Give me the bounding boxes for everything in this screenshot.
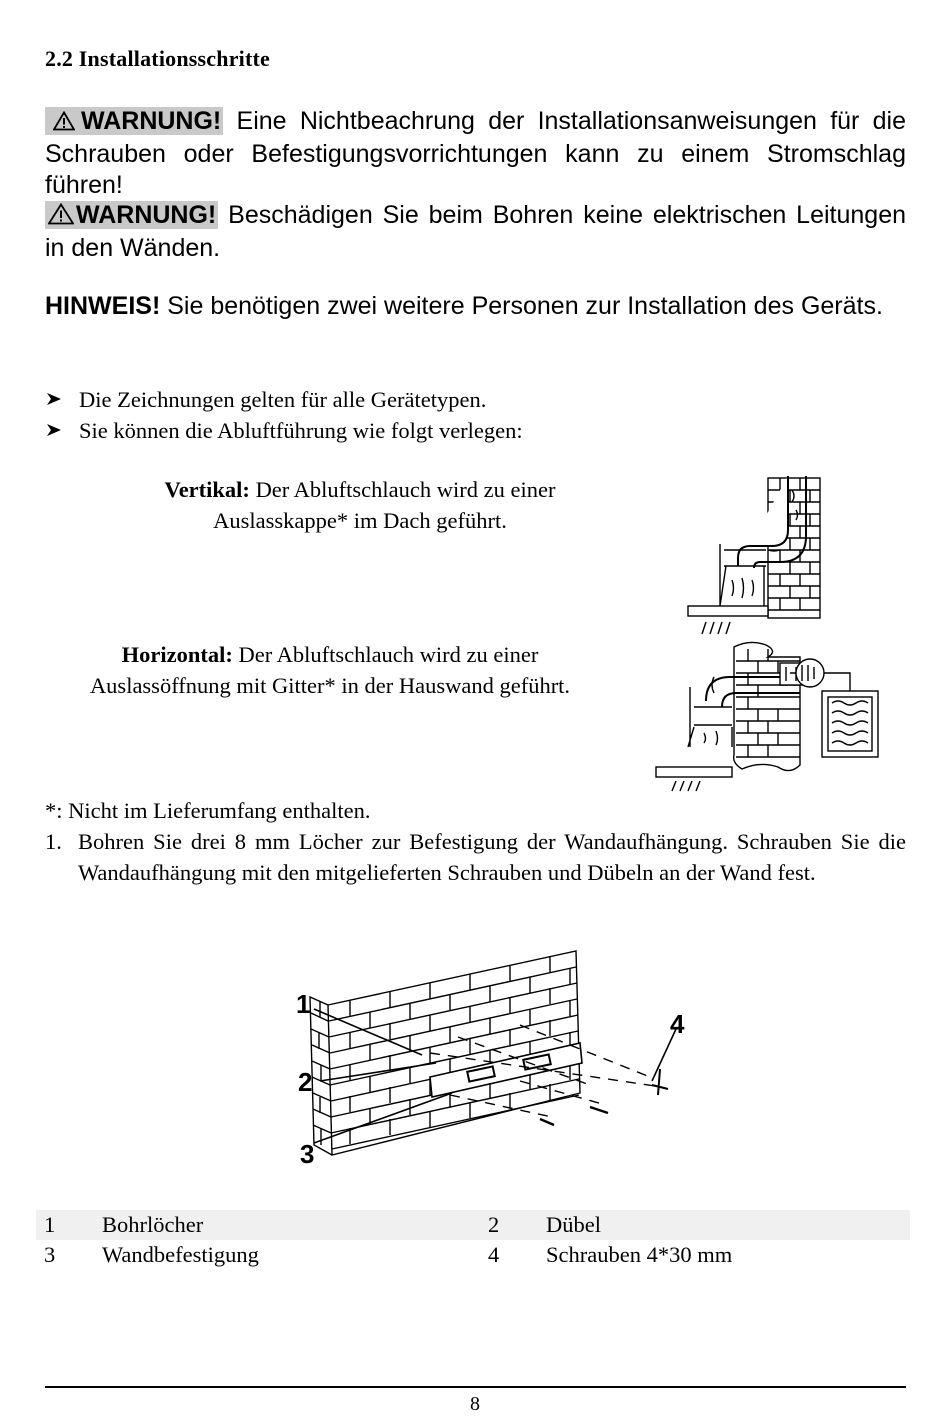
page-number: 8 bbox=[470, 1393, 480, 1415]
table-row bbox=[36, 1210, 910, 1240]
warning-2-tag bbox=[45, 201, 218, 229]
wall-mounting-diagram bbox=[290, 945, 710, 1175]
warning-2 bbox=[45, 200, 906, 264]
hinweis-tag: HINWEIS! bbox=[45, 292, 161, 320]
bullet-item bbox=[45, 415, 523, 446]
diagram-label-1: 1 bbox=[296, 989, 311, 1019]
diagram-label-4: 4 bbox=[670, 1009, 685, 1039]
arrow-bullet-icon bbox=[45, 415, 79, 446]
step-number: 1. bbox=[45, 829, 62, 854]
horizontal-exhaust-illustration bbox=[650, 637, 910, 797]
legend-label: Schrauben 4*30 mm bbox=[546, 1242, 733, 1267]
diagram-label-2: 2 bbox=[298, 1067, 313, 1097]
legend-number: 2 bbox=[488, 1210, 546, 1240]
step-1 bbox=[45, 826, 906, 888]
legend-number: 4 bbox=[488, 1242, 500, 1267]
table-row bbox=[36, 1240, 910, 1270]
warning-triangle-icon bbox=[53, 108, 75, 139]
bullet-text: Sie können die Abluftführung wie folgt verlegen: bbox=[79, 418, 523, 443]
warning-2-label: WARNUNG! bbox=[76, 201, 217, 229]
legend-number: 1 bbox=[36, 1210, 102, 1240]
horizontal-label: Horizontal: bbox=[121, 642, 233, 667]
warning-2-text: Beschädigen Sie beim Bohren keine elektrischen Leitungen in den Wänden. bbox=[45, 201, 907, 262]
warning-1-text: Eine Nichtbeachrung der Installationsanweisungen für die Schrauben oder Befestigungsvorrichtungen kann zu einem Stromschlag führen! bbox=[45, 107, 906, 199]
arrow-bullet-icon bbox=[45, 384, 79, 415]
footnote: *: Nicht im Lieferumfang enthalten. bbox=[45, 798, 371, 823]
legend-label: Bohrlöcher bbox=[102, 1210, 488, 1240]
diagram-label-3: 3 bbox=[300, 1139, 315, 1169]
legend-table bbox=[36, 1210, 910, 1270]
vertical-description bbox=[60, 474, 660, 536]
horizontal-line-2: Auslassöffnung mit Gitter* in der Hauswand geführt. bbox=[89, 673, 571, 698]
vertical-exhaust-illustration bbox=[680, 470, 850, 640]
section-heading: 2.2 Installationsschritte bbox=[45, 46, 270, 71]
hinweis-note bbox=[45, 291, 906, 322]
warning-triangle-icon bbox=[48, 202, 74, 233]
vertical-line-1: Der Abluftschlauch wird zu einer bbox=[255, 477, 556, 502]
footer-rule bbox=[45, 1386, 906, 1388]
step-text: Bohren Sie drei 8 mm Löcher zur Befestigung der Wandaufhängung. Schrauben Sie die Wandaufhängung mit den mitgelieferten Schrauben und Dübeln an der Wand fest. bbox=[78, 829, 906, 885]
horizontal-description bbox=[20, 639, 640, 701]
horizontal-line-1: Der Abluftschlauch wird zu einer bbox=[238, 642, 539, 667]
bullet-list bbox=[45, 384, 523, 446]
legend-number: 3 bbox=[44, 1242, 56, 1267]
bullet-text: Die Zeichnungen gelten für alle Gerätetypen. bbox=[79, 387, 487, 412]
legend-label: Wandbefestigung bbox=[102, 1242, 259, 1267]
vertical-label: Vertikal: bbox=[164, 477, 250, 502]
warning-1 bbox=[45, 106, 906, 201]
vertical-line-2: Auslasskappe* im Dach geführt. bbox=[213, 508, 507, 533]
hinweis-text: Sie benötigen zwei weitere Personen zur Installation des Geräts. bbox=[167, 292, 883, 320]
warning-1-tag bbox=[45, 107, 223, 135]
warning-1-label: WARNUNG! bbox=[81, 107, 222, 135]
bullet-item bbox=[45, 384, 523, 415]
legend-label: Dübel bbox=[546, 1210, 910, 1240]
